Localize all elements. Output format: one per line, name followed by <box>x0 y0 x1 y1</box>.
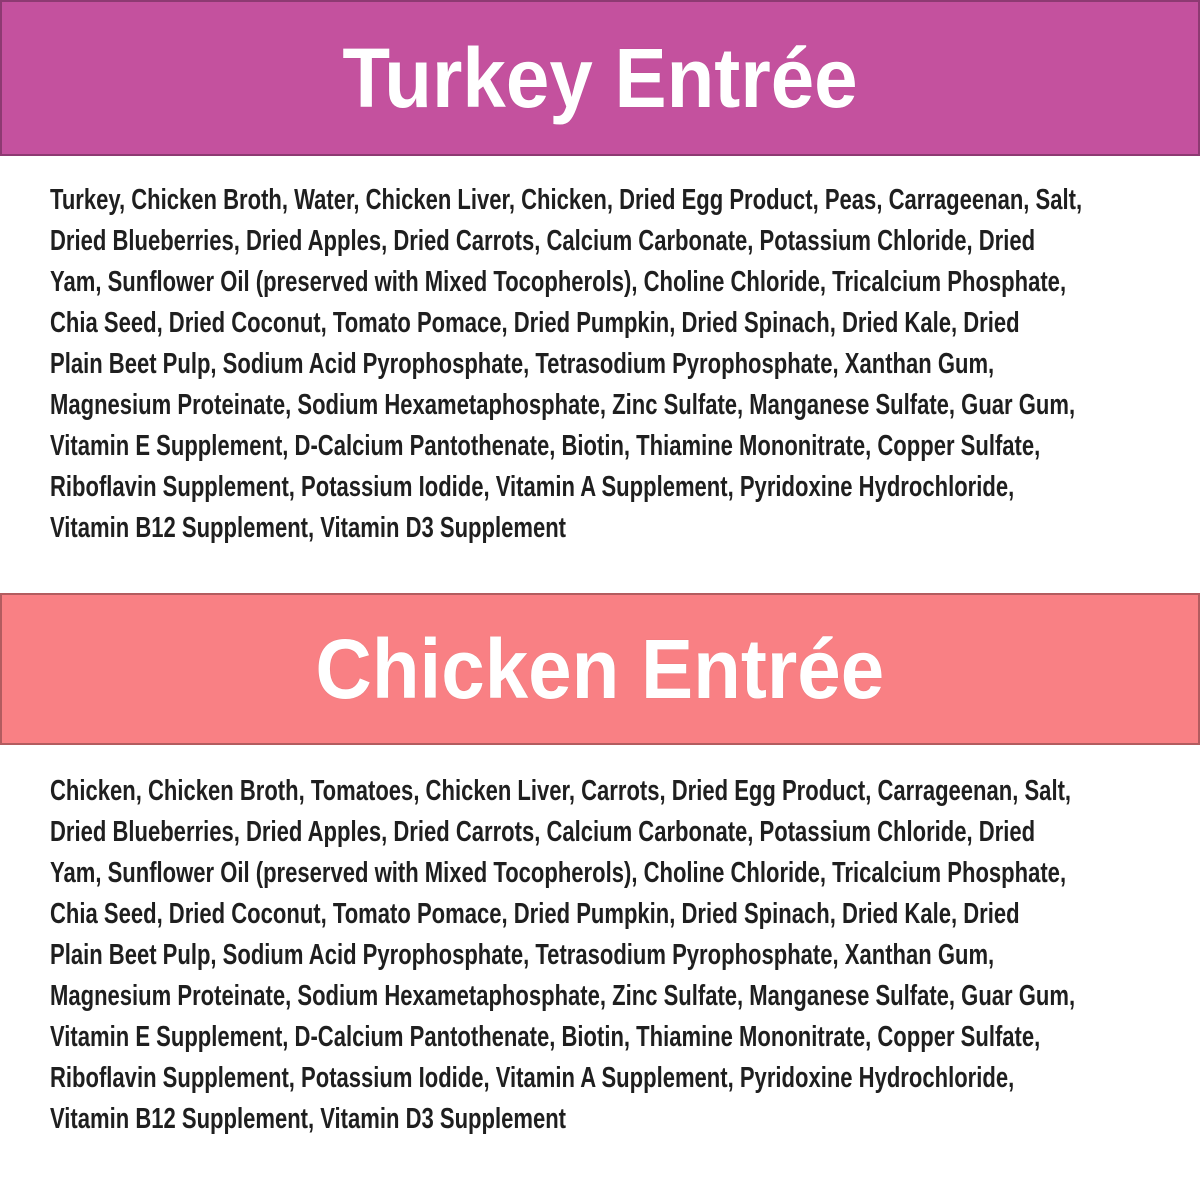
ingredient-line: Chia Seed, Dried Coconut, Tomato Pomace, Dried Pumpkin, Dried Spinach, Dried Kale, Dried <box>50 898 1020 930</box>
chicken-ingredients-list <box>0 745 1200 1200</box>
ingredient-line: Riboflavin Supplement, Potassium Iodide, Vitamin A Supplement, Pyridoxine Hydrochloride, <box>50 471 1015 503</box>
ingredient-line: Vitamin B12 Supplement, Vitamin D3 Supplement <box>50 512 567 544</box>
ingredient-line: Plain Beet Pulp, Sodium Acid Pyrophosphate, Tetrasodium Pyrophosphate, Xanthan Gum, <box>50 348 995 380</box>
turkey-ingredients-list <box>0 156 1200 593</box>
turkey-entree-banner <box>0 0 1200 156</box>
ingredient-line: Dried Blueberries, Dried Apples, Dried Carrots, Calcium Carbonate, Potassium Chloride, Dried <box>50 816 1036 848</box>
ingredient-line: Yam, Sunflower Oil (preserved with Mixed Tocopherols), Choline Chloride, Tricalcium Phosphate, <box>50 857 1067 889</box>
chicken-entree-title: Chicken Entrée <box>315 621 885 716</box>
turkey-entree-title: Turkey Entrée <box>342 30 858 125</box>
ingredient-line: Riboflavin Supplement, Potassium Iodide, Vitamin A Supplement, Pyridoxine Hydrochloride, <box>50 1062 1015 1094</box>
ingredient-line: Turkey, Chicken Broth, Water, Chicken Liver, Chicken, Dried Egg Product, Peas, Carrageenan, Salt, <box>50 184 1083 216</box>
ingredient-line: Vitamin E Supplement, D-Calcium Pantothenate, Biotin, Thiamine Mononitrate, Copper Sulfate, <box>50 430 1041 462</box>
ingredient-line: Plain Beet Pulp, Sodium Acid Pyrophosphate, Tetrasodium Pyrophosphate, Xanthan Gum, <box>50 939 995 971</box>
ingredient-line: Vitamin E Supplement, D-Calcium Pantothenate, Biotin, Thiamine Mononitrate, Copper Sulfate, <box>50 1021 1041 1053</box>
chicken-entree-banner <box>0 593 1200 745</box>
ingredient-line: Chia Seed, Dried Coconut, Tomato Pomace, Dried Pumpkin, Dried Spinach, Dried Kale, Dried <box>50 307 1020 339</box>
ingredient-line: Magnesium Proteinate, Sodium Hexametaphosphate, Zinc Sulfate, Manganese Sulfate, Guar Gum, <box>50 389 1076 421</box>
ingredient-line: Dried Blueberries, Dried Apples, Dried Carrots, Calcium Carbonate, Potassium Chloride, Dried <box>50 225 1036 257</box>
ingredient-line: Yam, Sunflower Oil (preserved with Mixed Tocopherols), Choline Chloride, Tricalcium Phosphate, <box>50 266 1067 298</box>
ingredient-line: Magnesium Proteinate, Sodium Hexametaphosphate, Zinc Sulfate, Manganese Sulfate, Guar Gum, <box>50 980 1076 1012</box>
ingredient-line: Vitamin B12 Supplement, Vitamin D3 Supplement <box>50 1103 567 1135</box>
ingredient-line: Chicken, Chicken Broth, Tomatoes, Chicken Liver, Carrots, Dried Egg Product, Carrageenan, Salt, <box>50 775 1072 807</box>
